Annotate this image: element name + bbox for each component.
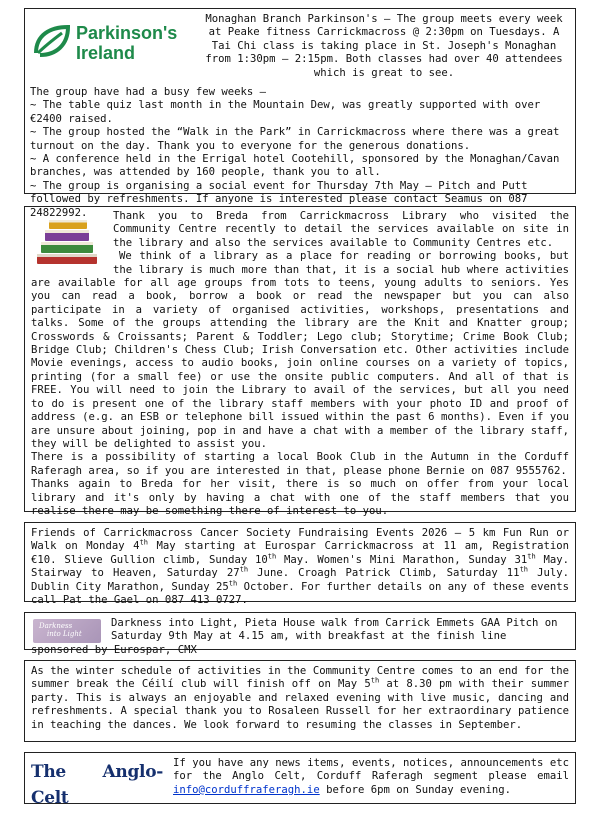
anglo-celt-logo: The Anglo-Celt — [31, 762, 163, 808]
parkinsons-intro: Monaghan Branch Parkinson's – The group meets every week at Peake fitness Carrickmacross @ 2:30pm on Tuesdays. A Tai Chi class is taking place in St. Joseph's Monaghan from 1:30pm – 2:15pm. Both classes had over 40 attendees which is great to see. — [205, 13, 563, 79]
parkinsons-line: ~ The table quiz last month in the Mountain Dew, was greatly supported with over €2400 raised. — [30, 99, 541, 125]
darkness-into-light-notice — [24, 612, 576, 656]
logo-text-line1: Darkness — [39, 622, 73, 630]
parkinsons-line: ~ The group is organising a social event for Thursday 7th May – Pitch and Putt followed by refreshments. If anyone is interested please contact Seamus on 087 24822992. — [30, 179, 528, 219]
logo-text-line1: Parkinson's — [76, 23, 178, 43]
library-closing: Thanks again to Breda for her visit, there is so much on offer from your local library and it's only by having a chat with one of the staff members that you realise there may be something there of interest to you. — [31, 478, 569, 517]
parkinsons-notice — [24, 8, 576, 219]
logo-text-line2: Ireland — [76, 43, 136, 63]
cancer-text: May. Women's Mini Marathon, Sunday 31 — [276, 553, 528, 566]
library-bookclub: There is a possibility of starting a local Book Club in the Autumn in the Corduff Raferagh area, so if you are interested in that, please phone Bernie on 087 9555762. — [31, 451, 569, 477]
sup: th — [267, 552, 277, 561]
email-link[interactable]: info@corduffraferagh.ie — [173, 783, 320, 796]
sup: th — [239, 565, 249, 574]
leaf-icon — [32, 23, 72, 59]
parkinsons-line: ~ A conference held in the Errigal hotel Cootehill, sponsored by the Monaghan/Cavan branches, was attended by 160 people, thank you to all. — [30, 153, 560, 179]
cancer-text: June. Croagh Patrick Climb, Saturday 11 — [248, 567, 520, 580]
parkinsons-line: The group have had a busy few weeks – — [30, 86, 266, 99]
library-thanks: Thank you to Breda from Carrickmacross Library who visited the Community Centre recently to detail the services available on site in the library and also the services available to Community Centres etc. — [113, 210, 569, 249]
darkness-text: Darkness into Light, Pieta House walk from Carrick Emmets GAA Pitch on Saturday 9th May at 4.15 am, with breakfast at the finish line sponsored by Eurospar, CMX — [31, 617, 558, 656]
cancer-text: May. Stairway to Heaven, Saturday 27 — [31, 553, 569, 580]
cancer-society-notice — [24, 522, 576, 607]
cancer-text: October. For further details on any of these events call Pat the Gael on 087 413 0727. — [31, 580, 570, 607]
library-notice — [24, 206, 576, 517]
anglo-celt-notice — [24, 752, 576, 808]
ceili-text: As the winter schedule of activities in the Community Centre comes to an end for the summer break the Céilí club will finish off on May 5 — [31, 665, 569, 691]
ceili-text: at 8.30 pm with their summer party. This is always an enjoyable and relaxed evening with live music, dancing and refreshments. A special thank you to Rosaleen Russell for her extraordinary patience in teaching the dances. We look forward to resuming the classes in September. — [31, 678, 570, 731]
darkness-into-light-logo — [33, 619, 101, 643]
logo-text-line2: into Light — [47, 630, 82, 638]
books-icon — [33, 216, 103, 268]
celt-text: before 6pm on Sunday evening. — [319, 783, 512, 796]
cancer-text: Friends of Carrickmacross Cancer Society Fundraising Events 2026 – 5 km Fun Run or Walk on Monday 4 — [31, 527, 569, 553]
cancer-text: May starting at Eurospar Carrickmacross at 11 am, Registration €10. Slieve Gullion climb, Sunday 10 — [31, 540, 569, 566]
sup: th — [139, 538, 148, 547]
sup: th — [519, 565, 528, 574]
ceili-notice — [24, 660, 576, 742]
sup: th — [228, 579, 238, 588]
library-body: We think of a library as a place for reading or borrowing books, but the library is much more than that, it is a social hub where activities are available for all age groups from tots to teens, young adults to seniors. Yes you can read a book, borrow a book or read the newspaper but you can also participate in a variety of organised activities, workshops, presentations and talks. Some of the groups attending the library are the Knit and Knatter group; Crosswords & Croissants; Parent & Toddler; Lego club; Storytime; Crime Book Club; Bridge Club; Children's Chess Club; Irish Conversation etc. Other activities include Movie evenings, access to audio books, join online courses on a variety of topics, printing (for a small fee) or use the onsite public computers. And all of that is FREE. You will need to join the Library to avail of the services, but all you need to do is present one of the library staff members with your photo ID and proof of address (e.g. an ESB or telephone bill issued within the past 6 months). Even if you are unsure about joining, pop in and have a chat with a member of the library staff, they will be delighted to assist you. — [31, 250, 569, 450]
parkinsons-line: ~ The group hosted the “Walk in the Park” in Carrickmacross where there was a great turnout on the day. Thank you to everyone for the generous donations. — [30, 126, 560, 152]
sup: th — [370, 676, 380, 685]
sup: th — [527, 552, 536, 561]
parkinsons-ireland-logo — [30, 13, 190, 81]
cancer-text: July. Dublin City Marathon, Sunday 25 — [31, 567, 569, 593]
celt-text: If you have any news items, events, notices, announcements etc for the Anglo Celt, Corduff Raferagh segment please email — [173, 757, 569, 783]
